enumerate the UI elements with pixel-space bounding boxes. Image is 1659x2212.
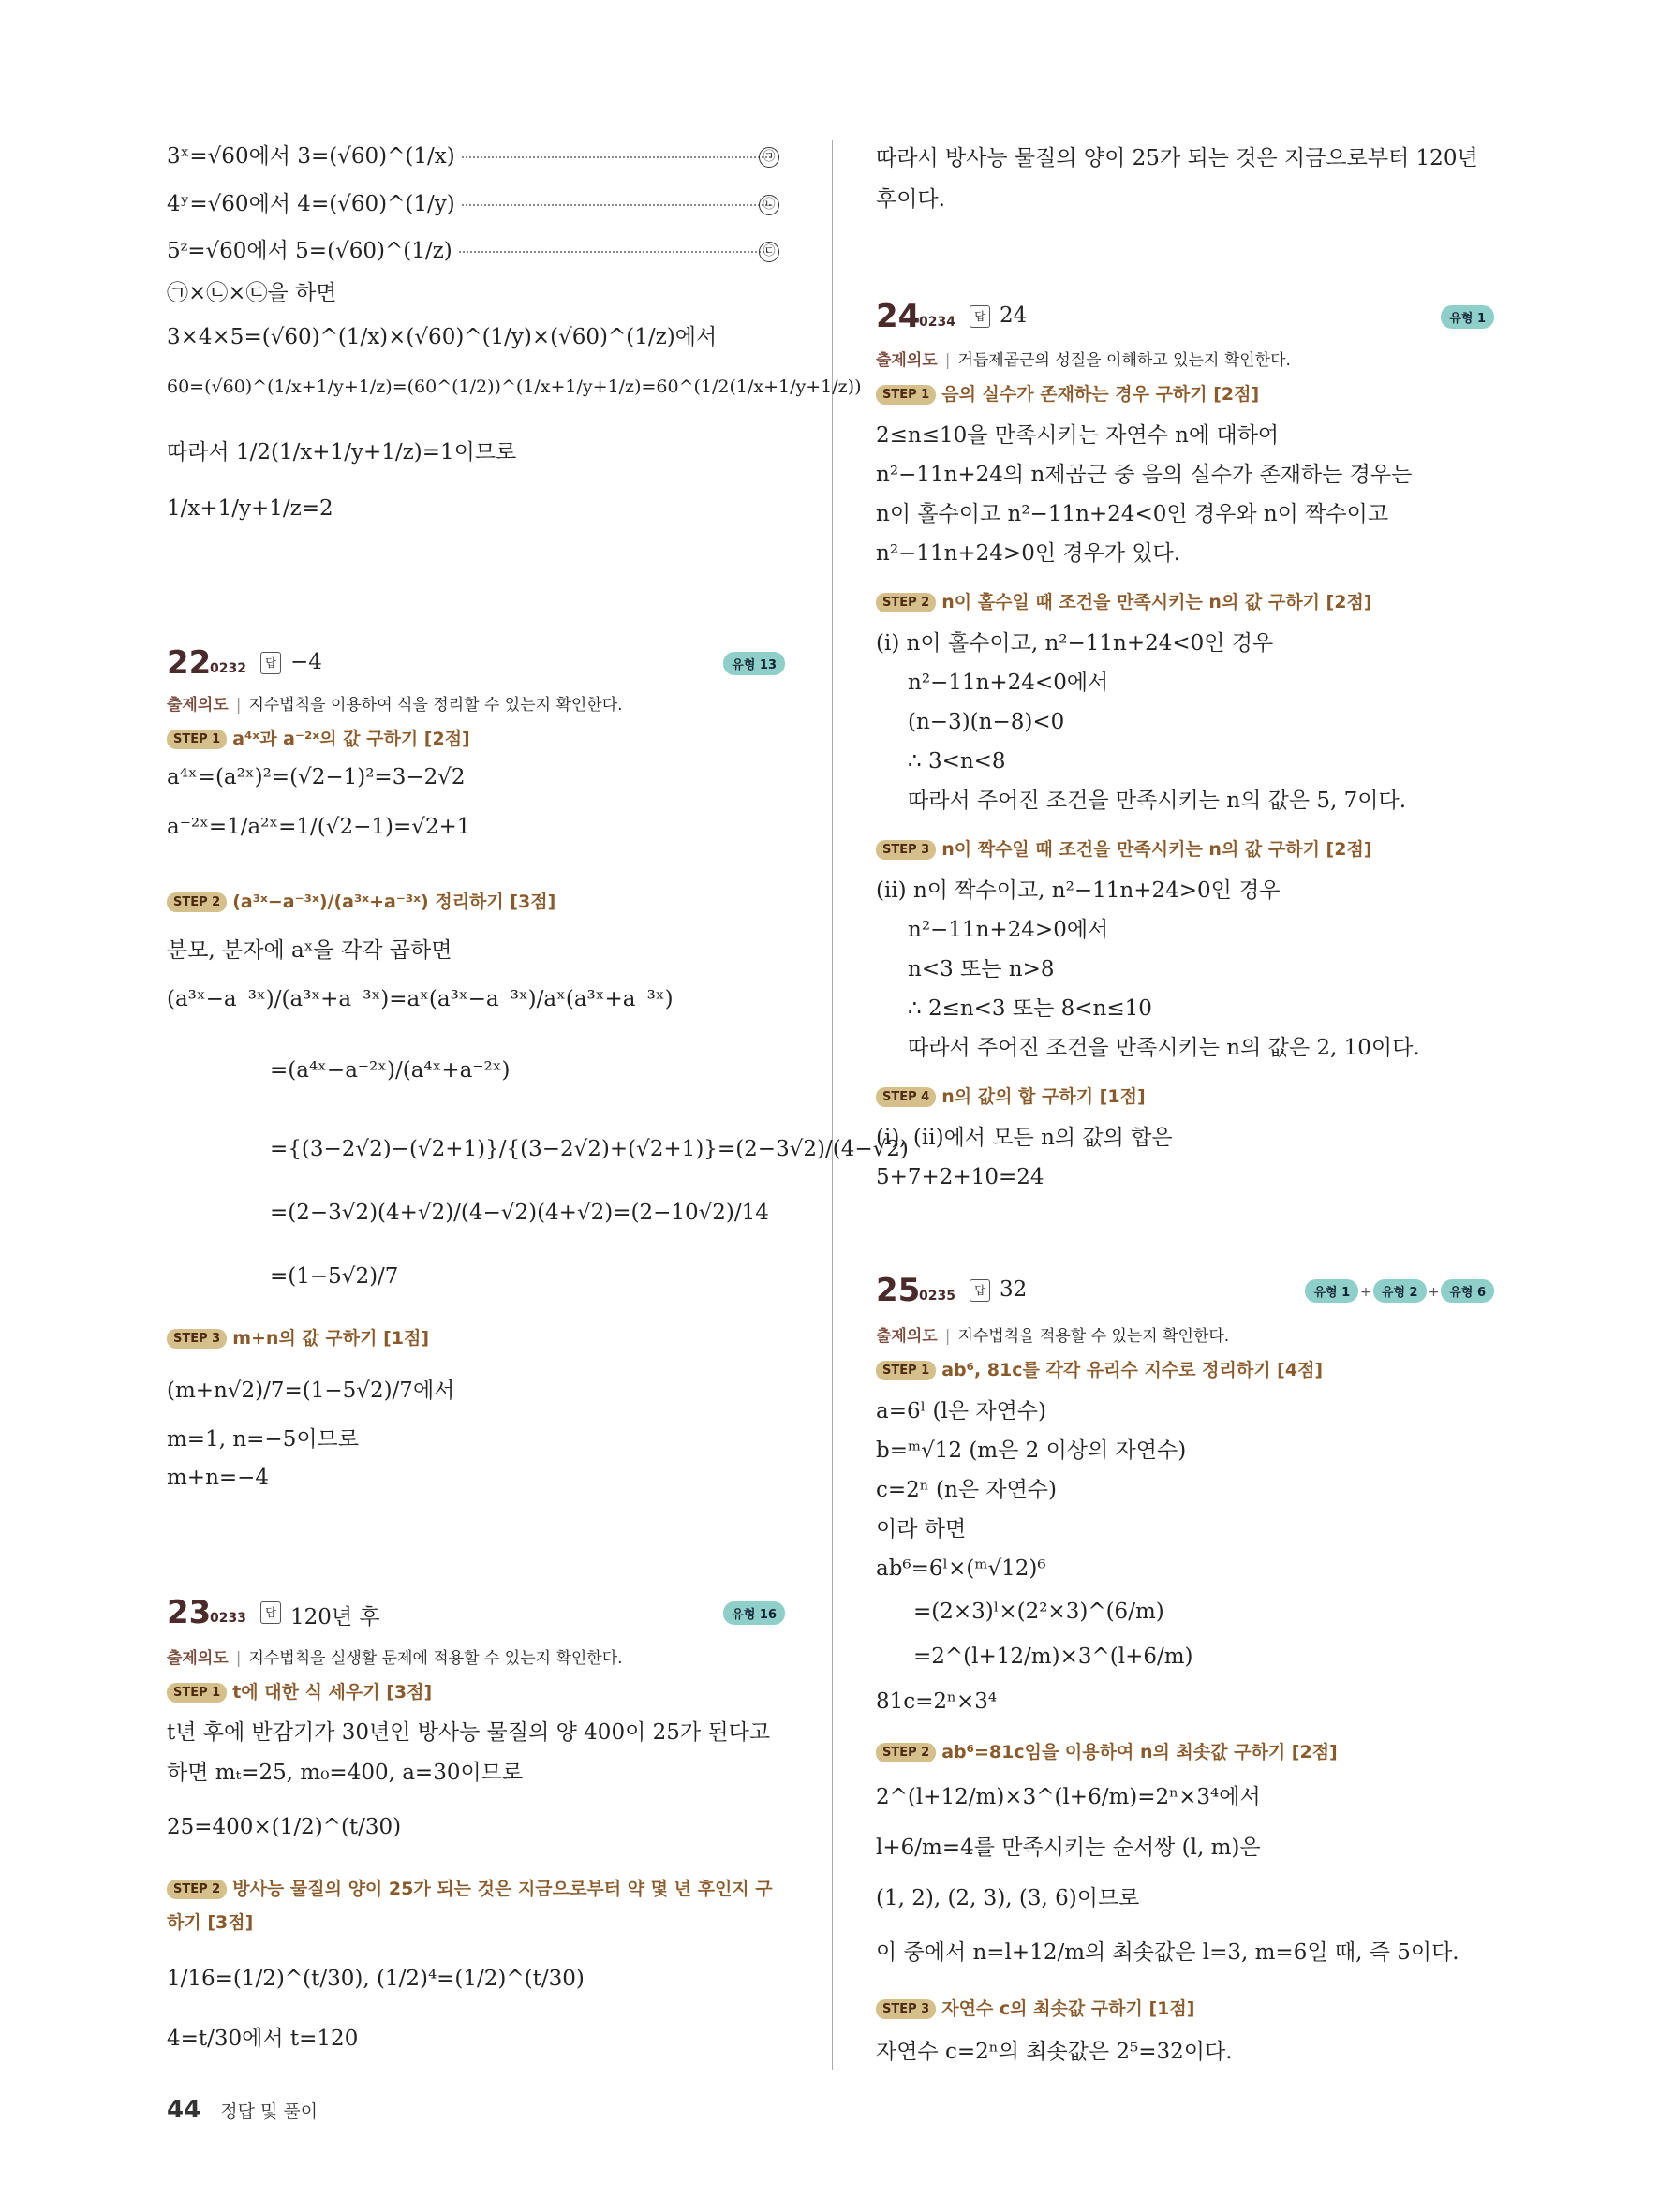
- step-heading: STEP 1 음의 실수가 존재하는 경우 구하기 [2점]: [876, 380, 1259, 406]
- step-heading: STEP 4 n의 값의 합 구하기 [1점]: [876, 1083, 1146, 1108]
- marker-3: ㉢: [759, 242, 779, 262]
- eq-line: =2^(l+12/m)×3^(l+6/m): [913, 1644, 1193, 1669]
- step-heading: STEP 1 t에 대한 식 세우기 [3점]: [167, 1678, 432, 1703]
- eq-line: 후이다.: [876, 187, 945, 212]
- eq-line: 이라 하면: [876, 1517, 967, 1541]
- eq-line: ab⁶=6ˡ×(ᵐ√12)⁶: [876, 1556, 1046, 1581]
- eq-line: ∴ 2≤n<3 또는 8<n≤10: [908, 996, 1152, 1021]
- eq-line: (ⅰ), (ⅱ)에서 모든 n의 값의 합은: [876, 1126, 1173, 1150]
- eq-line: n²−11n+24<0에서: [908, 671, 1109, 695]
- eq-line: 4ʸ=√60에서 4=(√60)^(1/y): [167, 190, 771, 218]
- eq-line: 5ᶻ=√60에서 5=(√60)^(1/z): [167, 237, 768, 265]
- answer-icon: 답: [260, 652, 281, 674]
- eq-line: 2^(l+12/m)×3^(l+6/m)=2ⁿ×3⁴에서: [876, 1785, 1261, 1809]
- eq-line: 3×4×5=(√60)^(1/x)×(√60)^(1/y)×(√60)^(1/z)에서: [167, 325, 718, 349]
- eq-line: =(2−3√2)(4+√2)/(4−√2)(4+√2)=(2−10√2)/14: [270, 1201, 769, 1225]
- eq-line: =(a⁴ˣ−a⁻²ˣ)/(a⁴ˣ+a⁻²ˣ): [270, 1058, 511, 1083]
- eq-line: c=2ⁿ (n은 자연수): [876, 1478, 1057, 1502]
- eq-line: (ⅰ) n이 홀수이고, n²−11n+24<0인 경우: [876, 631, 1274, 656]
- eq-line: a⁴ˣ=(a²ˣ)²=(√2−1)²=3−2√2: [167, 765, 466, 789]
- eq-line: l+6/m=4를 만족시키는 순서쌍 (l, m)은: [876, 1836, 1261, 1860]
- step-heading: STEP 3 m+n의 값 구하기 [1점]: [167, 1324, 429, 1349]
- question-code: 0232: [210, 661, 246, 676]
- eq-line: (n−3)(n−8)<0: [908, 710, 1065, 734]
- question-number: 22: [167, 644, 212, 682]
- eq-line: 따라서 방사능 물질의 양이 25가 되는 것은 지금으로부터 120년: [876, 146, 1478, 170]
- eq-line: 1/x+1/y+1/z=2: [167, 496, 333, 521]
- question-number: 25: [876, 1272, 921, 1309]
- eq-line: (1, 2), (2, 3), (3, 6)이므로: [876, 1886, 1140, 1910]
- eq-line: ={(3−2√2)−(√2+1)}/{(3−2√2)+(√2+1)}=(2−3√2)/(4−√2): [270, 1137, 909, 1161]
- answer-value: 120년 후: [290, 1605, 380, 1630]
- eq-line: 3ˣ=√60에서 3=(√60)^(1/x): [167, 142, 771, 170]
- question-number: 23: [167, 1594, 212, 1631]
- eq-line: ㉠×㉡×㉢을 하면: [167, 281, 337, 305]
- marker-2: ㉡: [759, 195, 779, 215]
- type-badge: 유형 1: [1305, 1279, 1358, 1303]
- eq-line: =(1−5√2)/7: [270, 1264, 399, 1289]
- question-header-23: [167, 1594, 785, 1631]
- eq-line: 2≤n≤10을 만족시키는 자연수 n에 대하여: [876, 423, 1280, 448]
- eq-line: n²−11n+24의 n제곱근 중 음의 실수가 존재하는 경우는: [876, 463, 1413, 487]
- eq-line: 하면 mₜ=25, m₀=400, a=30이므로: [167, 1761, 524, 1785]
- eq-line: m+n=−4: [167, 1466, 270, 1490]
- column-divider: [832, 140, 833, 2070]
- question-code: 0234: [919, 315, 955, 330]
- answer-icon: 답: [970, 305, 990, 328]
- eq-line: a⁻²ˣ=1/a²ˣ=1/(√2−1)=√2+1: [167, 815, 471, 839]
- eq-line: m=1, n=−5이므로: [167, 1427, 359, 1452]
- type-badge: 유형 1: [1441, 305, 1494, 329]
- eq-line: 따라서 주어진 조건을 만족시키는 n의 값은 2, 10이다.: [908, 1036, 1420, 1060]
- type-badge: 유형 2: [1373, 1279, 1427, 1303]
- marker-1: ㉠: [759, 147, 779, 168]
- eq-line: 분모, 분자에 aˣ을 각각 곱하면: [167, 938, 452, 963]
- answer-value: −4: [290, 650, 322, 674]
- eq-line: 자연수 c=2ⁿ의 최솟값은 2⁵=32이다.: [876, 2040, 1233, 2064]
- eq-line: 25=400×(1/2)^(t/30): [167, 1815, 402, 1839]
- question-header-24: [876, 298, 1494, 335]
- page-label: 정답 및 풀이: [220, 2101, 318, 2122]
- page-number: 44: [167, 2096, 201, 2124]
- step-heading-cont: 하기 [3점]: [167, 1912, 254, 1933]
- intent-line: 출제의도 | 지수법칙을 이용하여 식을 정리할 수 있는지 확인한다.: [167, 696, 623, 715]
- eq-line: 5+7+2+10=24: [876, 1165, 1044, 1189]
- question-header-22: [167, 644, 785, 682]
- eq-line: n<3 또는 n>8: [908, 957, 1055, 981]
- step-heading: STEP 3 자연수 c의 최솟값 구하기 [1점]: [876, 1995, 1194, 2020]
- answer-icon: 답: [260, 1601, 281, 1624]
- answer-value: 24: [1000, 303, 1028, 328]
- step-heading: STEP 1 a⁴ˣ과 a⁻²ˣ의 값 구하기 [2점]: [167, 725, 470, 750]
- question-code: 0235: [919, 1289, 955, 1304]
- step-heading: STEP 2 방사능 물질의 양이 25가 되는 것은 지금으로부터 약 몇 년 후인지 구: [167, 1875, 773, 1900]
- eq-line: 이 중에서 n=l+12/m의 최솟값은 l=3, m=6일 때, 즉 5이다.: [876, 1940, 1459, 1965]
- type-badge: 유형 6: [1441, 1279, 1494, 1303]
- page-footer: [167, 2096, 318, 2124]
- question-number: 24: [876, 298, 921, 335]
- type-badge: 유형 16: [723, 1601, 785, 1625]
- eq-line: 60=(√60)^(1/x+1/y+1/z)=(60^(1/2))^(1/x+1/y+1/z)=60^(1/2(1/x+1/y+1/z)): [167, 376, 862, 397]
- eq-line: n이 홀수이고 n²−11n+24<0인 경우와 n이 짝수이고: [876, 502, 1389, 526]
- eq-line: n²−11n+24>0에서: [908, 918, 1109, 942]
- eq-line: b=ᵐ√12 (m은 2 이상의 자연수): [876, 1438, 1187, 1463]
- eq-line: 4=t/30에서 t=120: [167, 2027, 359, 2051]
- eq-line: 1/16=(1/2)^(t/30), (1/2)⁴=(1/2)^(t/30): [167, 1967, 585, 1991]
- step-heading: STEP 2 (a³ˣ−a⁻³ˣ)/(a³ˣ+a⁻³ˣ) 정리하기 [3점]: [167, 888, 555, 913]
- eq-line: a=6ˡ (l은 자연수): [876, 1399, 1046, 1423]
- intent-line: 출제의도 | 지수법칙을 적용할 수 있는지 확인한다.: [876, 1327, 1230, 1346]
- step-heading: STEP 1 ab⁶, 81c를 각각 유리수 지수로 정리하기 [4점]: [876, 1356, 1323, 1381]
- eq-line: 81c=2ⁿ×3⁴: [876, 1689, 998, 1714]
- intent-line: 출제의도 | 지수법칙을 실생활 문제에 적용할 수 있는지 확인한다.: [167, 1649, 623, 1668]
- eq-line: (a³ˣ−a⁻³ˣ)/(a³ˣ+a⁻³ˣ)=aˣ(a³ˣ−a⁻³ˣ)/aˣ(a³ˣ+a⁻³ˣ): [167, 987, 674, 1011]
- answer-value: 32: [1000, 1277, 1028, 1302]
- answer-icon: 답: [970, 1279, 990, 1302]
- step-heading: STEP 3 n이 짝수일 때 조건을 만족시키는 n의 값 구하기 [2점]: [876, 835, 1372, 861]
- eq-line: n²−11n+24>0인 경우가 있다.: [876, 541, 1181, 566]
- eq-line: (ⅱ) n이 짝수이고, n²−11n+24>0인 경우: [876, 878, 1281, 903]
- eq-line: (m+n√2)/7=(1−5√2)/7에서: [167, 1379, 455, 1403]
- type-badge: 유형 13: [723, 652, 785, 675]
- eq-line: =(2×3)ˡ×(2²×3)^(6/m): [913, 1600, 1164, 1624]
- eq-line: 따라서 주어진 조건을 만족시키는 n의 값은 5, 7이다.: [908, 789, 1407, 813]
- step-heading: STEP 2 ab⁶=81c임을 이용하여 n의 최솟값 구하기 [2점]: [876, 1738, 1338, 1763]
- eq-line: t년 후에 반감기가 30년인 방사능 물질의 양 400이 25가 된다고: [167, 1720, 771, 1745]
- eq-line: 따라서 1/2(1/x+1/y+1/z)=1이므로: [167, 440, 517, 465]
- step-heading: STEP 2 n이 홀수일 때 조건을 만족시키는 n의 값 구하기 [2점]: [876, 588, 1372, 613]
- question-header-25: 25 0235 답 32 유형 1 + 유형 2 + 유형 6: [876, 1272, 1494, 1309]
- question-code: 0233: [210, 1611, 246, 1626]
- eq-line: ∴ 3<n<8: [908, 749, 1006, 774]
- intent-line: 출제의도 | 거듭제곱근의 성질을 이해하고 있는지 확인한다.: [876, 351, 1291, 370]
